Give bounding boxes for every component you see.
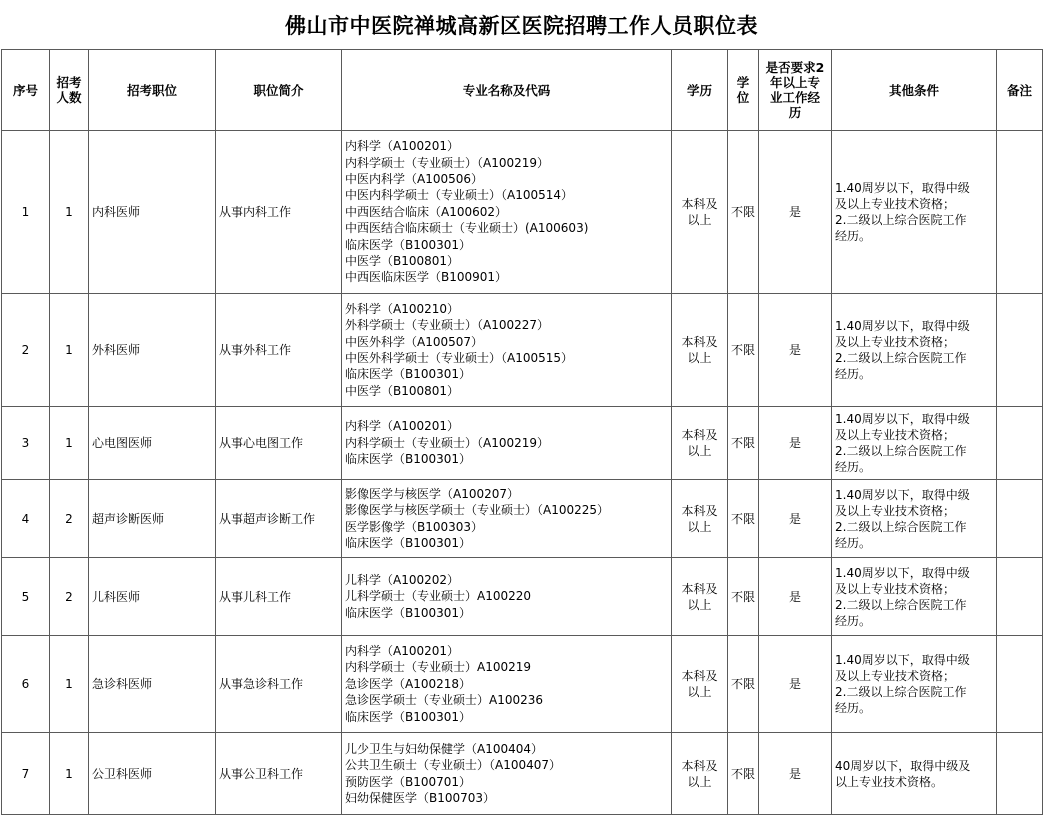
condition-line: 及以上专业技术资格；: [835, 197, 956, 211]
cell-degree[interactable]: 不限: [728, 733, 759, 815]
cell-seq[interactable]: 6: [2, 636, 50, 733]
condition-line: 1.40周岁以下，取得中级: [835, 412, 970, 426]
major-line: 内科学硕士（专业硕士）（A100219）: [345, 155, 550, 170]
major-line: 临床医学（B100301）: [345, 237, 472, 252]
cell-position[interactable]: 公卫科医师: [89, 733, 216, 815]
cell-conditions[interactable]: [832, 131, 997, 294]
header-degree[interactable]: [728, 50, 759, 131]
cell-majors[interactable]: [342, 294, 672, 407]
major-line: 中医学（B100801）: [345, 383, 460, 398]
major-line: 内科学（A100201）: [345, 419, 460, 434]
header-education[interactable]: 学历: [672, 50, 728, 131]
major-line: 中医内科学硕士（专业硕士）（A100514）: [345, 188, 574, 203]
major-line: 急诊医学硕士（专业硕士）A100236: [345, 693, 544, 708]
cell-remark[interactable]: [997, 131, 1043, 294]
major-line: 中医外科学硕士（专业硕士）（A100515）: [345, 351, 574, 365]
major-line: 妇幼保健医学（B100703）: [345, 790, 496, 805]
cell-position[interactable]: 超声诊断医师: [89, 480, 216, 558]
cell-remark[interactable]: [997, 480, 1043, 558]
cell-education[interactable]: [672, 480, 728, 558]
header-major[interactable]: 专业名称及代码: [342, 50, 672, 131]
cell-experience[interactable]: 是: [759, 636, 832, 733]
major-line: 医学影像学（B100303）: [345, 519, 484, 534]
cell-seq[interactable]: 2: [2, 294, 50, 407]
cell-seq[interactable]: 5: [2, 558, 50, 636]
condition-line: 1.40周岁以下，取得中级: [835, 653, 970, 667]
education-line: 以上: [687, 519, 712, 534]
cell-intro[interactable]: 从事外科工作: [216, 294, 342, 407]
cell-experience[interactable]: 是: [759, 294, 832, 407]
cell-position[interactable]: 内科医师: [89, 131, 216, 294]
major-line: 中医学（B100801）: [345, 253, 460, 268]
cell-conditions[interactable]: [832, 733, 997, 815]
major-line: 中西医结合临床（A100602）: [345, 204, 508, 219]
cell-degree[interactable]: 不限: [728, 407, 759, 480]
education-line: 以上: [687, 597, 712, 612]
cell-majors[interactable]: [342, 131, 672, 294]
major-line: 影像医学与核医学硕士（专业硕士）（A100225）: [345, 503, 610, 518]
major-line: 内科学硕士（专业硕士）（A100219）: [345, 435, 550, 450]
header-count-line-2: 人数: [56, 90, 82, 105]
header-count-line-1: 招考: [56, 75, 82, 90]
major-line: 预防医学（B100701）: [345, 774, 472, 789]
condition-line: 2.二级以上综合医院工作: [835, 685, 967, 699]
cell-degree[interactable]: 不限: [728, 131, 759, 294]
cell-position[interactable]: 儿科医师: [89, 558, 216, 636]
cell-count[interactable]: 1: [50, 407, 89, 480]
major-line: 外科学（A100210）: [345, 301, 460, 316]
condition-line: 及以上专业技术资格；: [835, 581, 956, 596]
header-intro[interactable]: 职位简介: [216, 50, 342, 131]
education-line: 本科及: [681, 581, 718, 596]
header-degree-line-2: 位: [736, 90, 750, 105]
cell-conditions[interactable]: [832, 636, 997, 733]
cell-degree[interactable]: 不限: [728, 558, 759, 636]
table-row: [2, 733, 1043, 815]
major-line: 临床医学（B100301）: [345, 367, 472, 382]
cell-conditions[interactable]: [832, 480, 997, 558]
education-line: 以上: [687, 444, 712, 458]
table-row: [2, 636, 1043, 733]
condition-line: 以上专业技术资格。: [835, 774, 944, 789]
cell-count[interactable]: 2: [50, 558, 89, 636]
condition-line: 2.二级以上综合医院工作: [835, 213, 967, 227]
cell-experience[interactable]: 是: [759, 733, 832, 815]
major-line: 临床医学（B100301）: [345, 709, 472, 724]
major-line: 中西医临床医学（B100901）: [345, 270, 508, 285]
education-line: 本科及: [681, 197, 718, 211]
cell-intro[interactable]: 从事公卫科工作: [216, 733, 342, 815]
major-line: 临床医学（B100301）: [345, 452, 472, 467]
condition-line: 及以上专业技术资格；: [835, 428, 956, 442]
cell-position[interactable]: 急诊科医师: [89, 636, 216, 733]
cell-conditions[interactable]: [832, 558, 997, 636]
education-line: 本科及: [681, 428, 718, 442]
major-line: 临床医学（B100301）: [345, 535, 472, 550]
cell-position[interactable]: 心电图医师: [89, 407, 216, 480]
cell-position[interactable]: 外科医师: [89, 294, 216, 407]
condition-line: 2.二级以上综合医院工作: [835, 519, 967, 534]
header-degree-line-1: 学: [736, 75, 750, 90]
cell-experience[interactable]: 是: [759, 480, 832, 558]
cell-remark[interactable]: [997, 733, 1043, 815]
education-line: 本科及: [681, 335, 718, 349]
cell-degree[interactable]: 不限: [728, 636, 759, 733]
education-line: 以上: [687, 774, 712, 789]
cell-education[interactable]: [672, 131, 728, 294]
cell-intro[interactable]: 从事超声诊断工作: [216, 480, 342, 558]
cell-education[interactable]: [672, 558, 728, 636]
cell-remark[interactable]: [997, 636, 1043, 733]
cell-seq[interactable]: 1: [2, 131, 50, 294]
cell-seq[interactable]: 3: [2, 407, 50, 480]
header-remark[interactable]: 备注: [997, 50, 1043, 131]
condition-line: 经历。: [835, 613, 872, 628]
condition-line: 1.40周岁以下，取得中级: [835, 487, 970, 502]
education-line: 以上: [687, 351, 712, 365]
header-other[interactable]: 其他条件: [832, 50, 997, 131]
cell-education[interactable]: [672, 294, 728, 407]
major-line: 儿科学（A100202）: [345, 572, 460, 587]
education-line: 以上: [687, 213, 712, 227]
cell-intro[interactable]: 从事急诊科工作: [216, 636, 342, 733]
cell-seq[interactable]: 7: [2, 733, 50, 815]
header-experience-line-1: 是否要求2: [765, 60, 825, 75]
table-row: [2, 480, 1043, 558]
header-count[interactable]: [50, 50, 89, 131]
education-line: 本科及: [681, 503, 718, 518]
condition-line: 1.40周岁以下，取得中级: [835, 319, 970, 333]
header-seq[interactable]: 序号: [2, 50, 50, 131]
cell-remark[interactable]: [997, 294, 1043, 407]
table-row: [2, 558, 1043, 636]
major-line: 公共卫生硕士（专业硕士）（A100407）: [345, 758, 562, 773]
condition-line: 2.二级以上综合医院工作: [835, 351, 967, 365]
condition-line: 1.40周岁以下，取得中级: [835, 181, 970, 195]
cell-degree[interactable]: 不限: [728, 480, 759, 558]
cell-experience[interactable]: 是: [759, 407, 832, 480]
condition-line: 及以上专业技术资格；: [835, 503, 956, 518]
cell-remark[interactable]: [997, 558, 1043, 636]
cell-intro[interactable]: 从事内科工作: [216, 131, 342, 294]
major-line: 内科学硕士（专业硕士）A100219: [345, 660, 532, 675]
cell-majors[interactable]: [342, 407, 672, 480]
major-line: 临床医学（B100301）: [345, 605, 472, 620]
table-row: [2, 131, 1043, 294]
cell-count[interactable]: 1: [50, 131, 89, 294]
education-line: 以上: [687, 685, 712, 699]
major-line: 中西医结合临床硕士（专业硕士）(A100603): [345, 221, 589, 236]
condition-line: 经历。: [835, 460, 872, 474]
cell-conditions[interactable]: [832, 407, 997, 480]
condition-line: 1.40周岁以下，取得中级: [835, 565, 970, 580]
cell-count[interactable]: 2: [50, 480, 89, 558]
cell-remark[interactable]: [997, 407, 1043, 480]
header-experience-line-2: 年以上专: [769, 75, 820, 90]
education-line: 本科及: [681, 669, 718, 683]
cell-conditions[interactable]: [832, 294, 997, 407]
condition-line: 经历。: [835, 229, 872, 243]
condition-line: 经历。: [835, 535, 872, 550]
cell-majors[interactable]: [342, 636, 672, 733]
header-position[interactable]: 招考职位: [89, 50, 216, 131]
header-row: [2, 50, 1043, 131]
condition-line: 2.二级以上综合医院工作: [835, 597, 967, 612]
condition-line: 40周岁以下，取得中级及: [835, 758, 971, 773]
condition-line: 经历。: [835, 367, 872, 381]
cell-education[interactable]: [672, 636, 728, 733]
condition-line: 及以上专业技术资格；: [835, 335, 956, 349]
header-experience-line-4: 历: [788, 105, 802, 120]
cell-count[interactable]: 1: [50, 294, 89, 407]
major-line: 内科学（A100201）: [345, 644, 460, 659]
cell-seq[interactable]: 4: [2, 480, 50, 558]
page-title: 佛山市中医院禅城高新区医院招聘工作人员职位表: [285, 12, 758, 38]
major-line: 外科学硕士（专业硕士）（A100227）: [345, 318, 550, 333]
cell-education[interactable]: [672, 407, 728, 480]
major-line: 内科学（A100201）: [345, 139, 460, 154]
cell-count[interactable]: 1: [50, 636, 89, 733]
major-line: 中医内科学（A100506）: [345, 172, 484, 187]
cell-majors[interactable]: [342, 733, 672, 815]
cell-experience[interactable]: 是: [759, 558, 832, 636]
cell-majors[interactable]: [342, 558, 672, 636]
header-experience[interactable]: [759, 50, 832, 131]
cell-count[interactable]: 1: [50, 733, 89, 815]
cell-majors[interactable]: [342, 480, 672, 558]
major-line: 儿科学硕士（专业硕士）A100220: [345, 589, 532, 604]
education-line: 本科及: [681, 758, 718, 773]
cell-intro[interactable]: 从事儿科工作: [216, 558, 342, 636]
table-row: [2, 294, 1043, 407]
major-line: 儿少卫生与妇幼保健学（A100404）: [345, 741, 544, 756]
major-line: 影像医学与核医学（A100207）: [345, 486, 520, 501]
header-experience-line-3: 业工作经: [769, 90, 820, 105]
cell-experience[interactable]: 是: [759, 131, 832, 294]
condition-line: 及以上专业技术资格；: [835, 669, 956, 683]
major-line: 中医外科学（A100507）: [345, 334, 484, 349]
major-line: 急诊医学（A100218）: [345, 676, 472, 691]
condition-line: 经历。: [835, 701, 872, 715]
cell-intro[interactable]: 从事心电图工作: [216, 407, 342, 480]
positions-table: [1, 49, 1043, 815]
cell-degree[interactable]: 不限: [728, 294, 759, 407]
cell-education[interactable]: [672, 733, 728, 815]
table-row: [2, 407, 1043, 480]
condition-line: 2.二级以上综合医院工作: [835, 444, 967, 458]
